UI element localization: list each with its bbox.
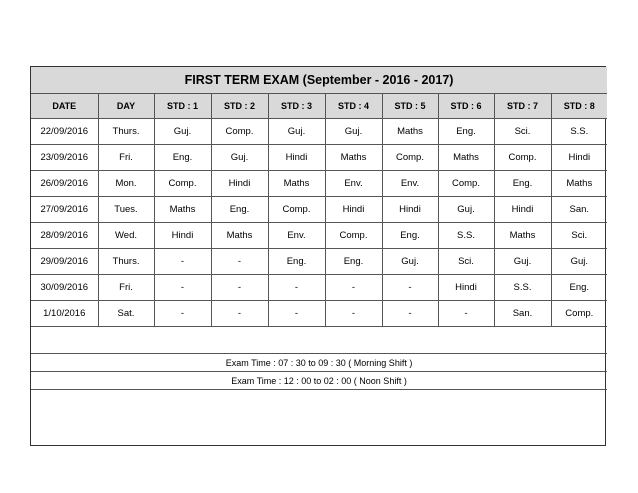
table-row <box>31 275 607 301</box>
subject-cell: - <box>268 301 325 327</box>
subject-cell: Comp. <box>438 171 494 197</box>
notes-area <box>31 390 607 463</box>
subject-cell: Maths <box>154 197 211 223</box>
subject-cell: Maths <box>268 171 325 197</box>
subject-cell: Guj. <box>268 119 325 145</box>
subject-cell: Guj. <box>325 119 382 145</box>
subject-cell: San. <box>551 197 607 223</box>
column-header: STD : 2 <box>211 94 268 119</box>
subject-cell: Eng. <box>438 119 494 145</box>
subject-cell: Guj. <box>154 119 211 145</box>
subject-cell: - <box>382 301 438 327</box>
subject-cell: Guj. <box>211 145 268 171</box>
subject-cell: Eng. <box>211 197 268 223</box>
subject-cell: - <box>382 275 438 301</box>
day-cell: Fri. <box>98 275 154 301</box>
exam-time-text: Exam Time : 07 : 30 to 09 : 30 ( Morning Shift ) <box>31 354 607 372</box>
day-cell: Mon. <box>98 171 154 197</box>
date-cell: 1/10/2016 <box>31 301 98 327</box>
subject-cell: Maths <box>551 171 607 197</box>
subject-cell: Env. <box>268 223 325 249</box>
subject-cell: Maths <box>325 145 382 171</box>
column-header: DAY <box>98 94 154 119</box>
subject-cell: Maths <box>382 119 438 145</box>
date-cell: 27/09/2016 <box>31 197 98 223</box>
day-cell: Thurs. <box>98 249 154 275</box>
subject-cell: - <box>438 301 494 327</box>
exam-time-text: Exam Time : 12 : 00 to 02 : 00 ( Noon Shift ) <box>31 372 607 390</box>
day-cell: Thurs. <box>98 119 154 145</box>
date-cell: 28/09/2016 <box>31 223 98 249</box>
subject-cell: Guj. <box>551 249 607 275</box>
subject-cell: Hindi <box>551 145 607 171</box>
subject-cell: Sci. <box>438 249 494 275</box>
subject-cell: - <box>154 301 211 327</box>
table-row <box>31 119 607 145</box>
timetable-table <box>31 67 607 462</box>
subject-cell: Comp. <box>551 301 607 327</box>
date-cell: 26/09/2016 <box>31 171 98 197</box>
exam-time-row <box>31 372 607 390</box>
exam-time-row <box>31 354 607 372</box>
subject-cell: Comp. <box>494 145 551 171</box>
subject-cell: - <box>211 249 268 275</box>
subject-cell: Hindi <box>494 197 551 223</box>
subject-cell: San. <box>494 301 551 327</box>
subject-cell: Hindi <box>382 197 438 223</box>
subject-cell: Comp. <box>382 145 438 171</box>
column-header: STD : 8 <box>551 94 607 119</box>
column-header: STD : 7 <box>494 94 551 119</box>
notes-row <box>31 390 607 463</box>
date-cell: 29/09/2016 <box>31 249 98 275</box>
subject-cell: - <box>211 275 268 301</box>
column-header: STD : 1 <box>154 94 211 119</box>
subject-cell: Comp. <box>211 119 268 145</box>
subject-cell: Hindi <box>438 275 494 301</box>
subject-cell: Eng. <box>494 171 551 197</box>
subject-cell: - <box>325 301 382 327</box>
subject-cell: S.S. <box>551 119 607 145</box>
subject-cell: Eng. <box>268 249 325 275</box>
subject-cell: Maths <box>438 145 494 171</box>
table-row <box>31 171 607 197</box>
table-title: FIRST TERM EXAM (September - 2016 - 2017) <box>31 67 607 94</box>
day-cell: Wed. <box>98 223 154 249</box>
table-row <box>31 197 607 223</box>
subject-cell: - <box>154 275 211 301</box>
column-header: DATE <box>31 94 98 119</box>
day-cell: Tues. <box>98 197 154 223</box>
subject-cell: Hindi <box>268 145 325 171</box>
subject-cell: Eng. <box>382 223 438 249</box>
table-row <box>31 249 607 275</box>
subject-cell: - <box>268 275 325 301</box>
subject-cell: Guj. <box>438 197 494 223</box>
subject-cell: Guj. <box>494 249 551 275</box>
subject-cell: Guj. <box>382 249 438 275</box>
subject-cell: Hindi <box>154 223 211 249</box>
table-row <box>31 223 607 249</box>
subject-cell: Maths <box>494 223 551 249</box>
day-cell: Sat. <box>98 301 154 327</box>
column-header: STD : 3 <box>268 94 325 119</box>
blank-cell <box>31 327 607 354</box>
table-row <box>31 301 607 327</box>
subject-cell: S.S. <box>494 275 551 301</box>
subject-cell: Comp. <box>154 171 211 197</box>
subject-cell: Env. <box>325 171 382 197</box>
subject-cell: Maths <box>211 223 268 249</box>
subject-cell: - <box>325 275 382 301</box>
blank-row <box>31 327 607 354</box>
subject-cell: - <box>154 249 211 275</box>
subject-cell: Eng. <box>551 275 607 301</box>
date-cell: 30/09/2016 <box>31 275 98 301</box>
subject-cell: - <box>211 301 268 327</box>
day-cell: Fri. <box>98 145 154 171</box>
column-header: STD : 4 <box>325 94 382 119</box>
date-cell: 22/09/2016 <box>31 119 98 145</box>
subject-cell: Hindi <box>211 171 268 197</box>
subject-cell: S.S. <box>438 223 494 249</box>
header-row <box>31 94 607 119</box>
subject-cell: Comp. <box>268 197 325 223</box>
exam-timetable <box>30 66 606 446</box>
date-cell: 23/09/2016 <box>31 145 98 171</box>
column-header: STD : 6 <box>438 94 494 119</box>
column-header: STD : 5 <box>382 94 438 119</box>
subject-cell: Sci. <box>551 223 607 249</box>
subject-cell: Hindi <box>325 197 382 223</box>
table-row <box>31 145 607 171</box>
subject-cell: Sci. <box>494 119 551 145</box>
subject-cell: Env. <box>382 171 438 197</box>
subject-cell: Comp. <box>325 223 382 249</box>
subject-cell: Eng. <box>325 249 382 275</box>
subject-cell: Eng. <box>154 145 211 171</box>
